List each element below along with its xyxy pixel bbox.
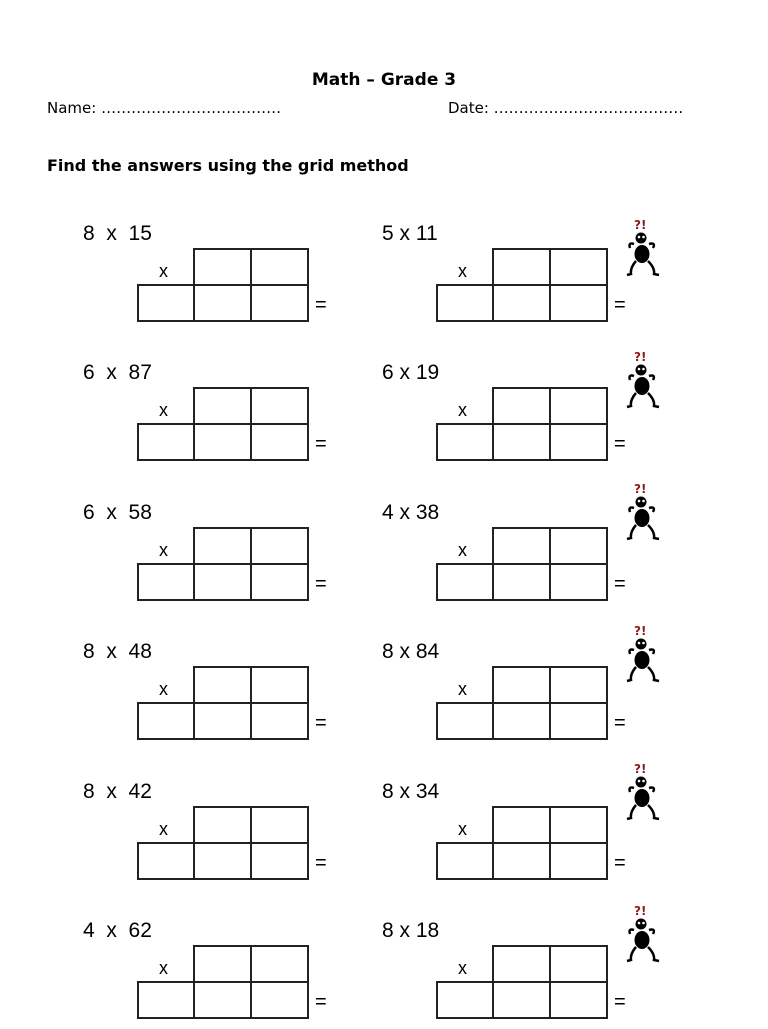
confused-bug-icon: [622, 350, 666, 414]
problem-label: 8 x 34: [382, 780, 440, 803]
grid-multiplier-cell[interactable]: [436, 284, 494, 322]
grid-multiplier-cell[interactable]: [137, 284, 195, 322]
problem-block: [382, 501, 626, 611]
grid-top-tens-cell[interactable]: [193, 945, 252, 983]
multiply-symbol: x: [159, 400, 168, 420]
equals-sign: =: [315, 852, 327, 874]
equals-sign: =: [614, 712, 626, 734]
problem-block: [382, 919, 626, 1029]
grid-top-tens-cell[interactable]: [492, 806, 551, 844]
grid-top-ones-cell[interactable]: [250, 248, 309, 286]
multiply-symbol: x: [458, 261, 467, 281]
grid-answer-ones-cell[interactable]: [549, 284, 608, 322]
grid-answer-ones-cell[interactable]: [250, 842, 309, 880]
confused-bug-icon: [622, 762, 666, 826]
multiply-symbol: x: [458, 540, 467, 560]
grid-multiplier-cell[interactable]: [137, 842, 195, 880]
problem-block: [83, 640, 327, 750]
grid-multiplier-cell[interactable]: [436, 981, 494, 1019]
instruction-text: Find the answers using the grid method: [47, 156, 409, 175]
problem-label: 4 x 62: [83, 919, 152, 942]
grid-top-tens-cell[interactable]: [193, 387, 252, 425]
grid-top-tens-cell[interactable]: [492, 945, 551, 983]
multiply-symbol: x: [159, 540, 168, 560]
equals-sign: =: [315, 991, 327, 1013]
problem-block: [83, 919, 327, 1029]
problem-block: [382, 640, 626, 750]
grid-top-ones-cell[interactable]: [250, 666, 309, 704]
problem-label: 8 x 18: [382, 919, 440, 942]
grid-multiplier-cell[interactable]: [436, 842, 494, 880]
problem-block: [382, 780, 626, 890]
problem-block: [382, 361, 626, 471]
grid-answer-tens-cell[interactable]: [193, 702, 252, 740]
problem-block: [83, 501, 327, 611]
grid-top-tens-cell[interactable]: [492, 666, 551, 704]
grid-top-ones-cell[interactable]: [549, 945, 608, 983]
grid-multiplier-cell[interactable]: [137, 702, 195, 740]
equals-sign: =: [315, 294, 327, 316]
problem-label: 8 x 42: [83, 780, 152, 803]
grid-answer-tens-cell[interactable]: [193, 981, 252, 1019]
svg-text:?!: ?!: [634, 624, 647, 638]
multiply-symbol: x: [159, 819, 168, 839]
page-title: Math – Grade 3: [311, 70, 457, 90]
grid-answer-ones-cell[interactable]: [250, 981, 309, 1019]
grid-top-ones-cell[interactable]: [549, 806, 608, 844]
grid-top-tens-cell[interactable]: [193, 806, 252, 844]
grid-top-tens-cell[interactable]: [193, 666, 252, 704]
confused-bug-icon: [622, 904, 666, 968]
svg-text:?!: ?!: [634, 482, 647, 496]
grid-answer-ones-cell[interactable]: [250, 563, 309, 601]
grid-answer-ones-cell[interactable]: [549, 563, 608, 601]
grid-answer-tens-cell[interactable]: [193, 842, 252, 880]
problem-label: 6 x 58: [83, 501, 152, 524]
svg-text:?!: ?!: [634, 218, 647, 232]
grid-multiplier-cell[interactable]: [436, 702, 494, 740]
grid-answer-tens-cell[interactable]: [492, 702, 551, 740]
problem-label: 4 x 38: [382, 501, 440, 524]
grid-answer-ones-cell[interactable]: [250, 423, 309, 461]
name-field-line: Name: ………………………………: [47, 99, 282, 117]
problem-block: [83, 780, 327, 890]
grid-multiplier-cell[interactable]: [137, 423, 195, 461]
grid-answer-tens-cell[interactable]: [492, 423, 551, 461]
problem-block: [83, 361, 327, 471]
grid-multiplier-cell[interactable]: [436, 563, 494, 601]
multiply-symbol: x: [159, 261, 168, 281]
grid-top-ones-cell[interactable]: [549, 666, 608, 704]
problem-label: 6 x 87: [83, 361, 152, 384]
grid-answer-tens-cell[interactable]: [492, 563, 551, 601]
grid-top-ones-cell[interactable]: [549, 387, 608, 425]
equals-sign: =: [614, 433, 626, 455]
multiply-symbol: x: [458, 819, 467, 839]
grid-top-ones-cell[interactable]: [549, 527, 608, 565]
grid-top-ones-cell[interactable]: [549, 248, 608, 286]
problem-label: 8 x 15: [83, 222, 152, 245]
problem-block: [83, 222, 327, 332]
grid-top-tens-cell[interactable]: [193, 527, 252, 565]
equals-sign: =: [614, 294, 626, 316]
date-field-line: Date: …………..……………………: [448, 99, 684, 117]
equals-sign: =: [614, 852, 626, 874]
multiply-symbol: x: [458, 400, 467, 420]
grid-top-ones-cell[interactable]: [250, 806, 309, 844]
svg-text:?!: ?!: [634, 904, 647, 918]
confused-bug-icon: [622, 624, 666, 688]
grid-answer-ones-cell[interactable]: [549, 981, 608, 1019]
problem-block: [382, 222, 626, 332]
confused-bug-icon: [622, 218, 666, 282]
equals-sign: =: [315, 712, 327, 734]
grid-top-tens-cell[interactable]: [492, 387, 551, 425]
grid-answer-ones-cell[interactable]: [250, 702, 309, 740]
grid-top-ones-cell[interactable]: [250, 527, 309, 565]
grid-top-tens-cell[interactable]: [193, 248, 252, 286]
multiply-symbol: x: [458, 679, 467, 699]
multiply-symbol: x: [159, 958, 168, 978]
svg-text:?!: ?!: [634, 762, 647, 776]
grid-answer-ones-cell[interactable]: [250, 284, 309, 322]
grid-answer-ones-cell[interactable]: [549, 702, 608, 740]
confused-bug-icon: [622, 482, 666, 546]
grid-answer-ones-cell[interactable]: [549, 423, 608, 461]
grid-answer-tens-cell[interactable]: [193, 563, 252, 601]
grid-answer-tens-cell[interactable]: [492, 284, 551, 322]
grid-answer-ones-cell[interactable]: [549, 842, 608, 880]
equals-sign: =: [614, 991, 626, 1013]
problem-label: 5 x 11: [382, 222, 438, 245]
svg-text:?!: ?!: [634, 350, 647, 364]
equals-sign: =: [614, 573, 626, 595]
grid-top-ones-cell[interactable]: [250, 945, 309, 983]
grid-multiplier-cell[interactable]: [137, 981, 195, 1019]
grid-answer-tens-cell[interactable]: [193, 284, 252, 322]
grid-top-tens-cell[interactable]: [492, 527, 551, 565]
problem-label: 8 x 48: [83, 640, 152, 663]
grid-top-tens-cell[interactable]: [492, 248, 551, 286]
problem-label: 8 x 84: [382, 640, 440, 663]
grid-answer-tens-cell[interactable]: [193, 423, 252, 461]
problem-label: 6 x 19: [382, 361, 440, 384]
multiply-symbol: x: [458, 958, 467, 978]
grid-multiplier-cell[interactable]: [137, 563, 195, 601]
grid-answer-tens-cell[interactable]: [492, 981, 551, 1019]
grid-answer-tens-cell[interactable]: [492, 842, 551, 880]
equals-sign: =: [315, 433, 327, 455]
multiply-symbol: x: [159, 679, 168, 699]
grid-multiplier-cell[interactable]: [436, 423, 494, 461]
grid-top-ones-cell[interactable]: [250, 387, 309, 425]
equals-sign: =: [315, 573, 327, 595]
